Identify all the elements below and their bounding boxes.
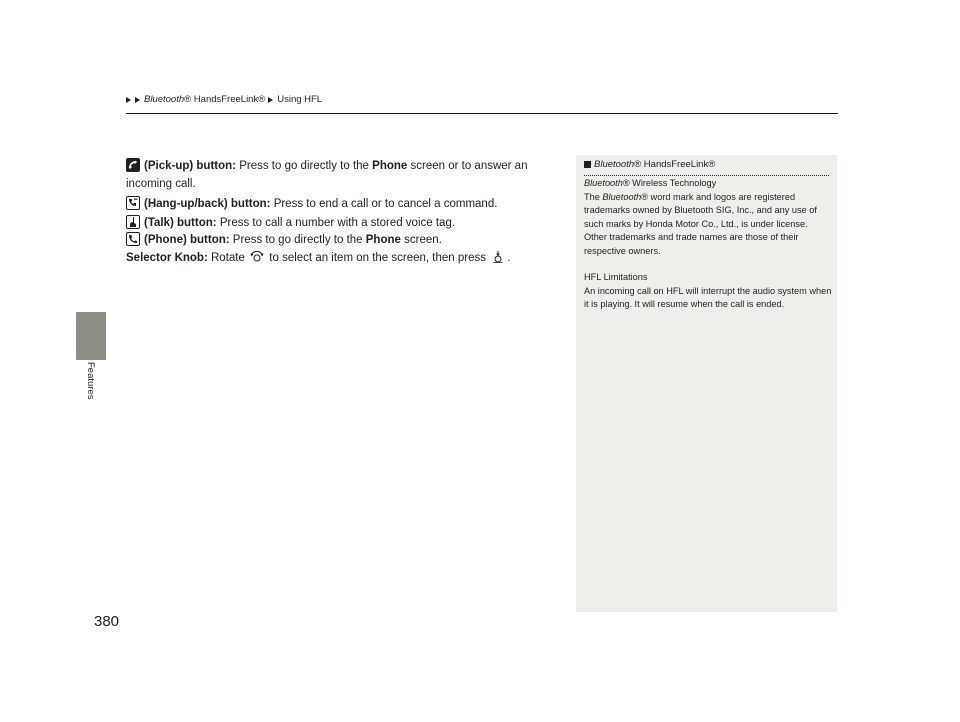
breadcrumb (126, 94, 322, 105)
pickup-item: (Pick-up) button: Press to go directly to the Phone screen or to answer an incoming call. (126, 160, 528, 190)
note-body (584, 177, 832, 312)
note-subheading-limitations: HFL Limitations (584, 272, 648, 282)
hangup-phone-icon (126, 196, 140, 210)
phone-icon (126, 232, 140, 246)
header-rule (126, 113, 838, 114)
breadcrumb-arrow-icon (126, 97, 131, 103)
breadcrumb-arrow-icon (135, 97, 140, 103)
rotate-knob-icon (250, 250, 264, 264)
page-number: 380 (94, 613, 120, 630)
breadcrumb-arrow-icon (268, 97, 273, 103)
breadcrumb-page[interactable]: Using HFL (277, 94, 323, 105)
talk-item: (Talk) button: Press to call a number with a stored voice tag. (126, 215, 546, 233)
phone-item: (Phone) button: Press to go directly to the Phone screen. (126, 232, 546, 250)
hangup-item: (Hang-up/back) button: Press to end a call or to cancel a command. (126, 196, 546, 214)
pickup-phone-icon (126, 158, 140, 172)
section-tab[interactable] (76, 312, 106, 360)
main-content (126, 158, 546, 267)
note-subheading-wireless: Bluetooth® Wireless Technology (584, 178, 717, 188)
note-paragraph-limitations: An incoming call on HFL will interrupt the audio system when it is playing. It will resume when the call is ended. (584, 285, 832, 309)
note-paragraph-trademark: The Bluetooth® word mark and logos are registered trademarks owned by Bluetooth SIG, Inc., and any use of such marks by Honda Motor Co., Ltd., is under license. Other trademarks and trade names are those of their respective owners. (584, 191, 817, 256)
note-title: Bluetooth® HandsFreeLink® (584, 159, 715, 170)
note-divider (584, 175, 829, 176)
talk-icon (126, 215, 140, 229)
side-note (576, 155, 837, 612)
breadcrumb-section[interactable]: Bluetooth® HandsFreeLink® (144, 94, 266, 105)
selector-knob-item: Selector Knob: Rotate to select an item on the screen, then press . (126, 251, 511, 264)
press-knob-icon (491, 250, 505, 264)
note-marker-icon (584, 161, 591, 168)
section-label: Features (85, 362, 96, 400)
